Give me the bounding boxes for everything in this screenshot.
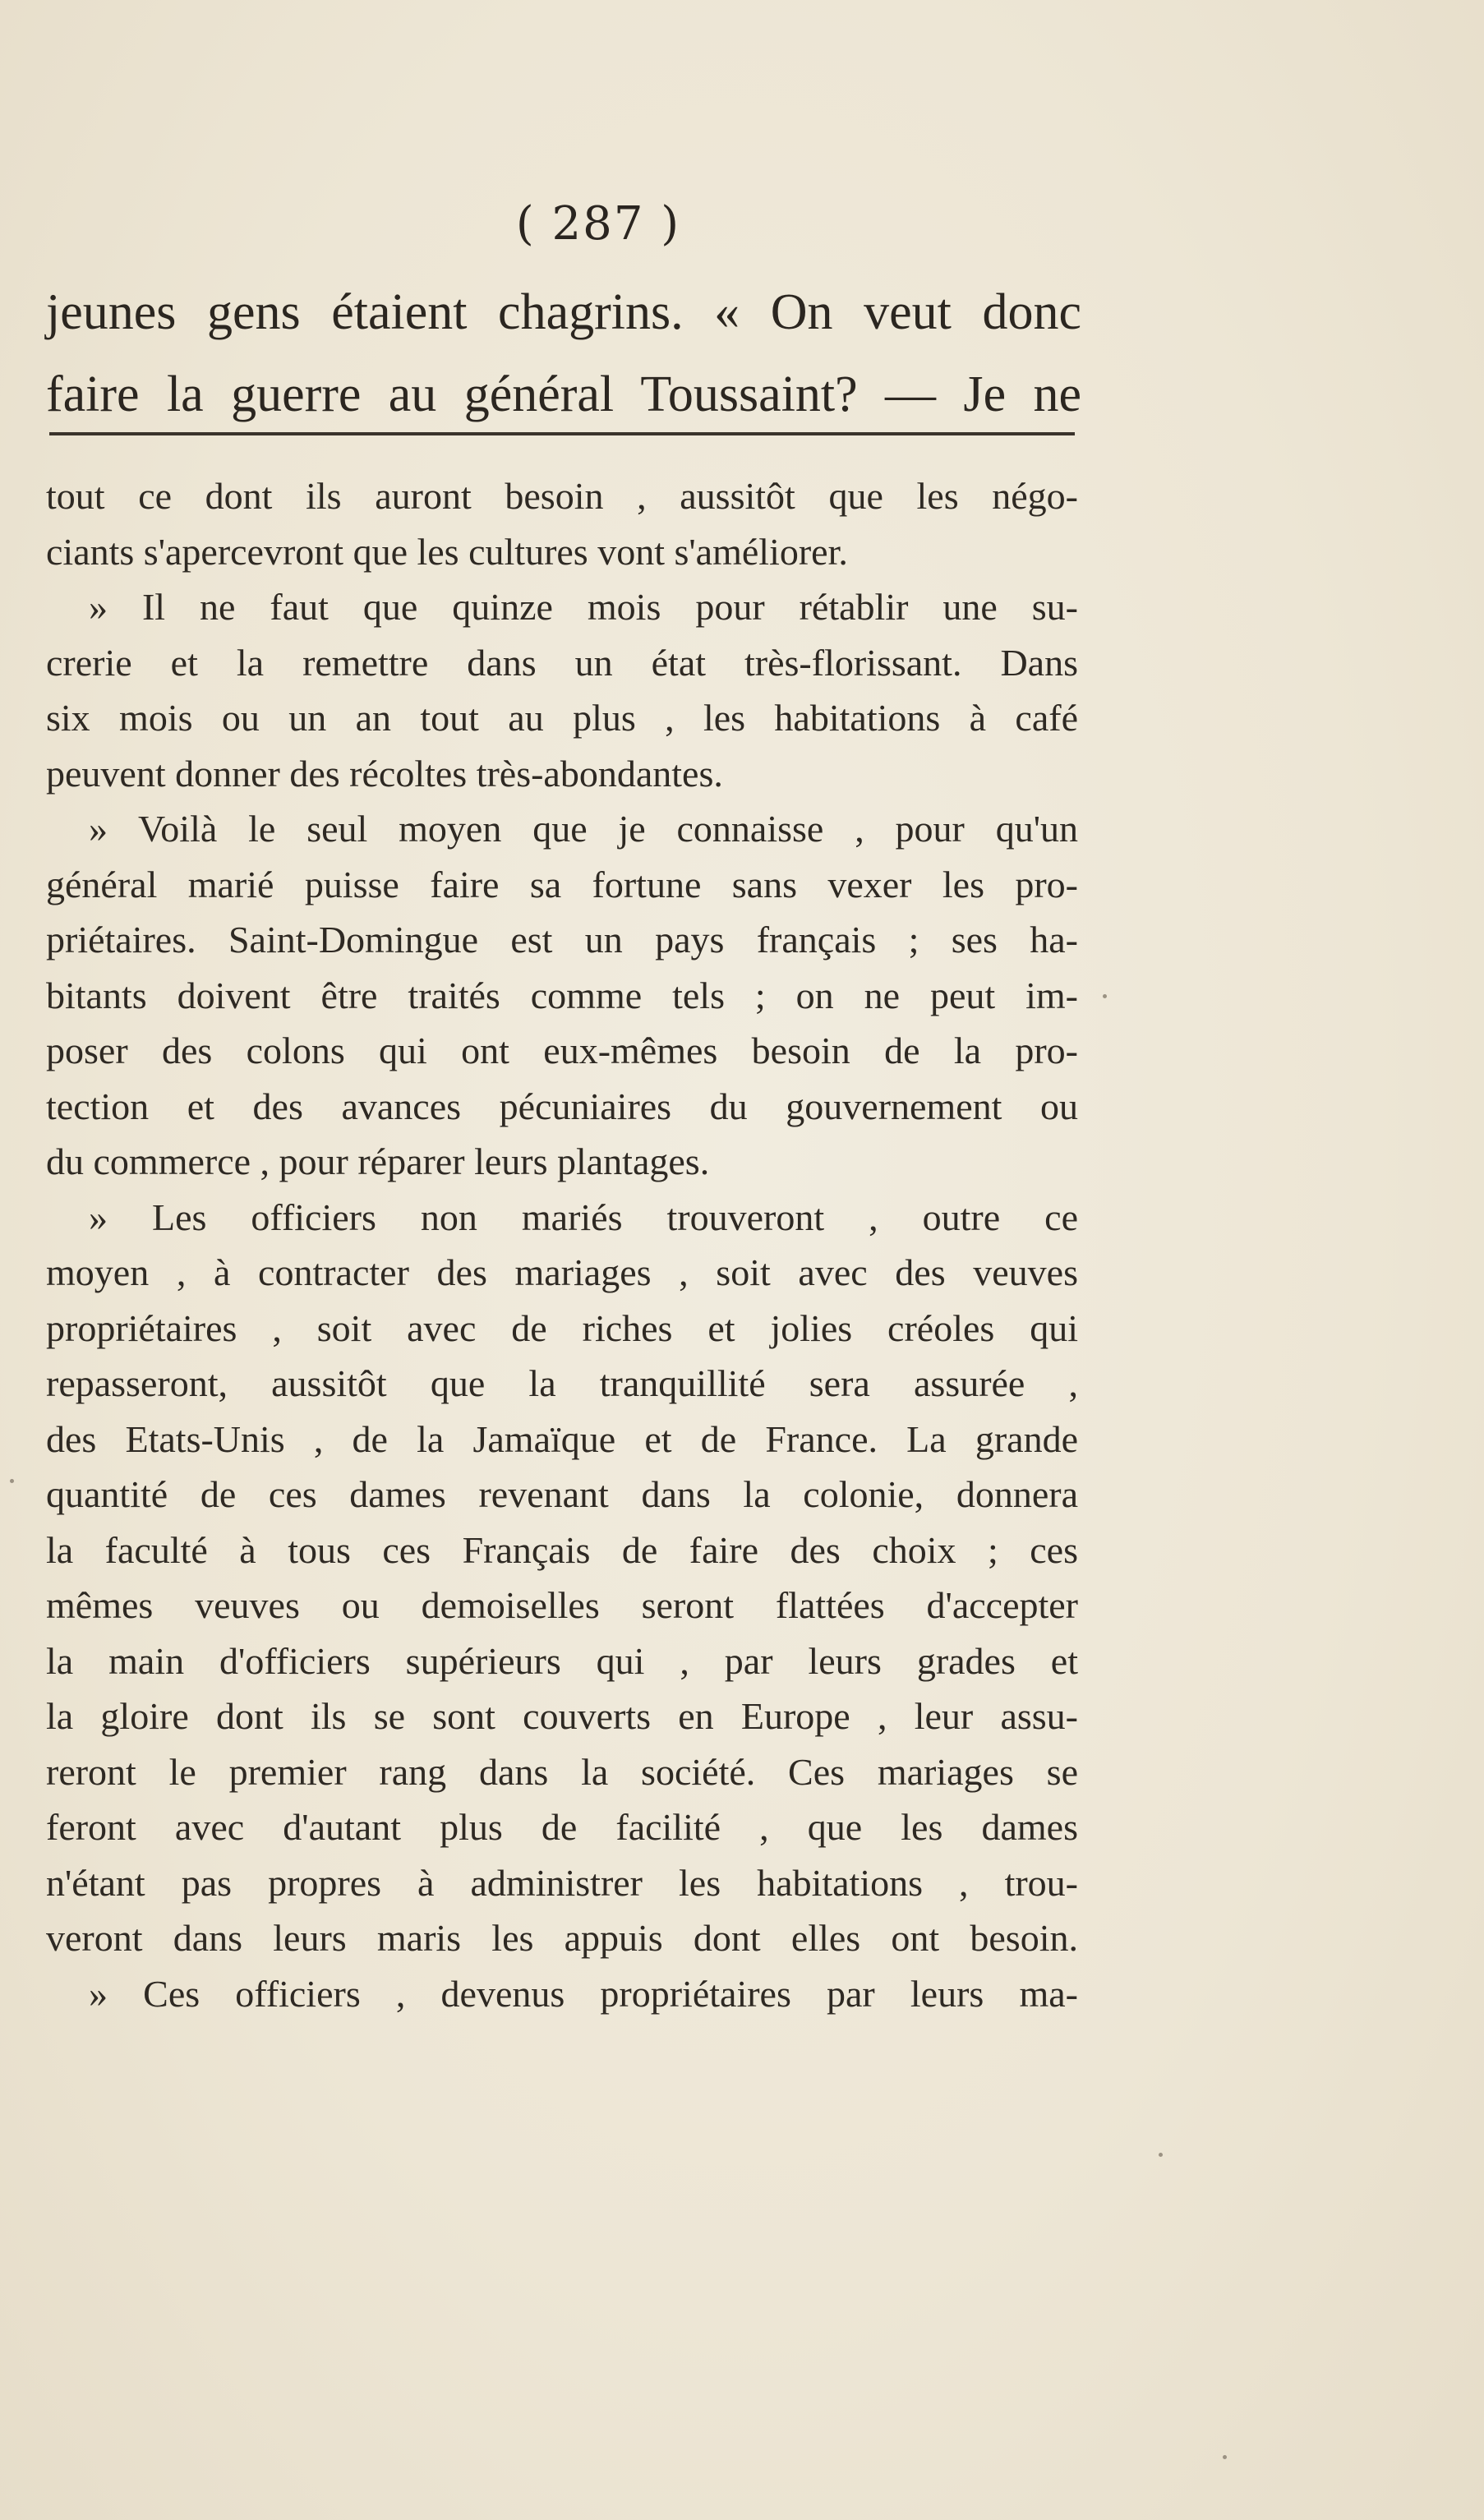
footnote-text (46, 468, 1078, 2021)
page-number: ( 287 ) (515, 197, 681, 251)
text-line: veront dans leurs maris les appuis dont elles ont besoin. (46, 1917, 1078, 1959)
text-line: crerie et la remettre dans un état très-florissant. Dans (46, 641, 1078, 684)
text-line: quantité de ces dames revenant dans la colonie, donnera (46, 1473, 1078, 1515)
text-line: n'étant pas propres à administrer les habitations , trou- (46, 1861, 1078, 1904)
text-line: ciants s'apercevront que les cultures vont s'améliorer. (46, 530, 848, 573)
paper-speck (10, 1479, 14, 1483)
text-line: poser des colons qui ont eux-mêmes besoin de la pro- (46, 1030, 1078, 1071)
text-line: moyen , à contracter des mariages , soit avec des veuves (46, 1251, 1078, 1293)
text-line: tection et des avances pécuniaires du gouvernement ou (46, 1085, 1078, 1127)
text-line: feront avec d'autant plus de facilité , que les dames (46, 1806, 1078, 1848)
text-line: la gloire dont ils se sont couverts en Europe , leur assu- (46, 1695, 1078, 1737)
text-line: jeunes gens étaient chagrins. « On veut donc (46, 284, 1081, 340)
text-line: six mois ou un an tout au plus , les habitations à café (46, 697, 1078, 739)
text-line: » Ces officiers , devenus propriétaires par leurs ma- (89, 1972, 1078, 2015)
text-line: » Les officiers non mariés trouveront , outre ce (89, 1196, 1078, 1238)
text-line: la main d'officiers supérieurs qui , par leurs grades et (46, 1639, 1078, 1682)
text-line: peuvent donner des récoltes très-abondantes. (46, 752, 723, 795)
text-line: la faculté à tous ces Français de faire des choix ; ces (46, 1528, 1078, 1571)
text-line: reront le premier rang dans la société. Ces mariages se (46, 1750, 1078, 1793)
paper-speck (1223, 2455, 1227, 2459)
paper-speck (1159, 2153, 1163, 2157)
text-line: général marié puisse faire sa fortune sans vexer les pro- (46, 863, 1078, 905)
text-line: repasseront, aussitôt que la tranquillité sera assurée , (46, 1362, 1078, 1404)
text-line: propriétaires , soit avec de riches et jolies créoles qui (46, 1306, 1078, 1349)
text-line: mêmes veuves ou demoiselles seront flattées d'accepter (46, 1584, 1078, 1626)
text-line: des Etats-Unis , de la Jamaïque et de France. La grande (46, 1417, 1078, 1460)
text-line: du commerce , pour réparer leurs plantages. (46, 1140, 710, 1182)
text-line: tout ce dont ils auront besoin , aussitôt que les négo- (46, 475, 1078, 517)
text-line: bitants doivent être traités comme tels ; on ne peut im- (46, 974, 1078, 1016)
text-line: priétaires. Saint-Domingue est un pays français ; ses ha- (46, 919, 1078, 961)
text-line: » Il ne faut que quinze mois pour rétablir une su- (89, 586, 1078, 628)
main-text-fragment (46, 271, 1081, 435)
text-line: faire la guerre au général Toussaint? — Je ne (46, 366, 1081, 422)
text-line: » Voilà le seul moyen que je connaisse , pour qu'un (89, 808, 1078, 850)
paper-speck (1103, 994, 1107, 998)
footnote-separator-rule (49, 432, 1075, 435)
